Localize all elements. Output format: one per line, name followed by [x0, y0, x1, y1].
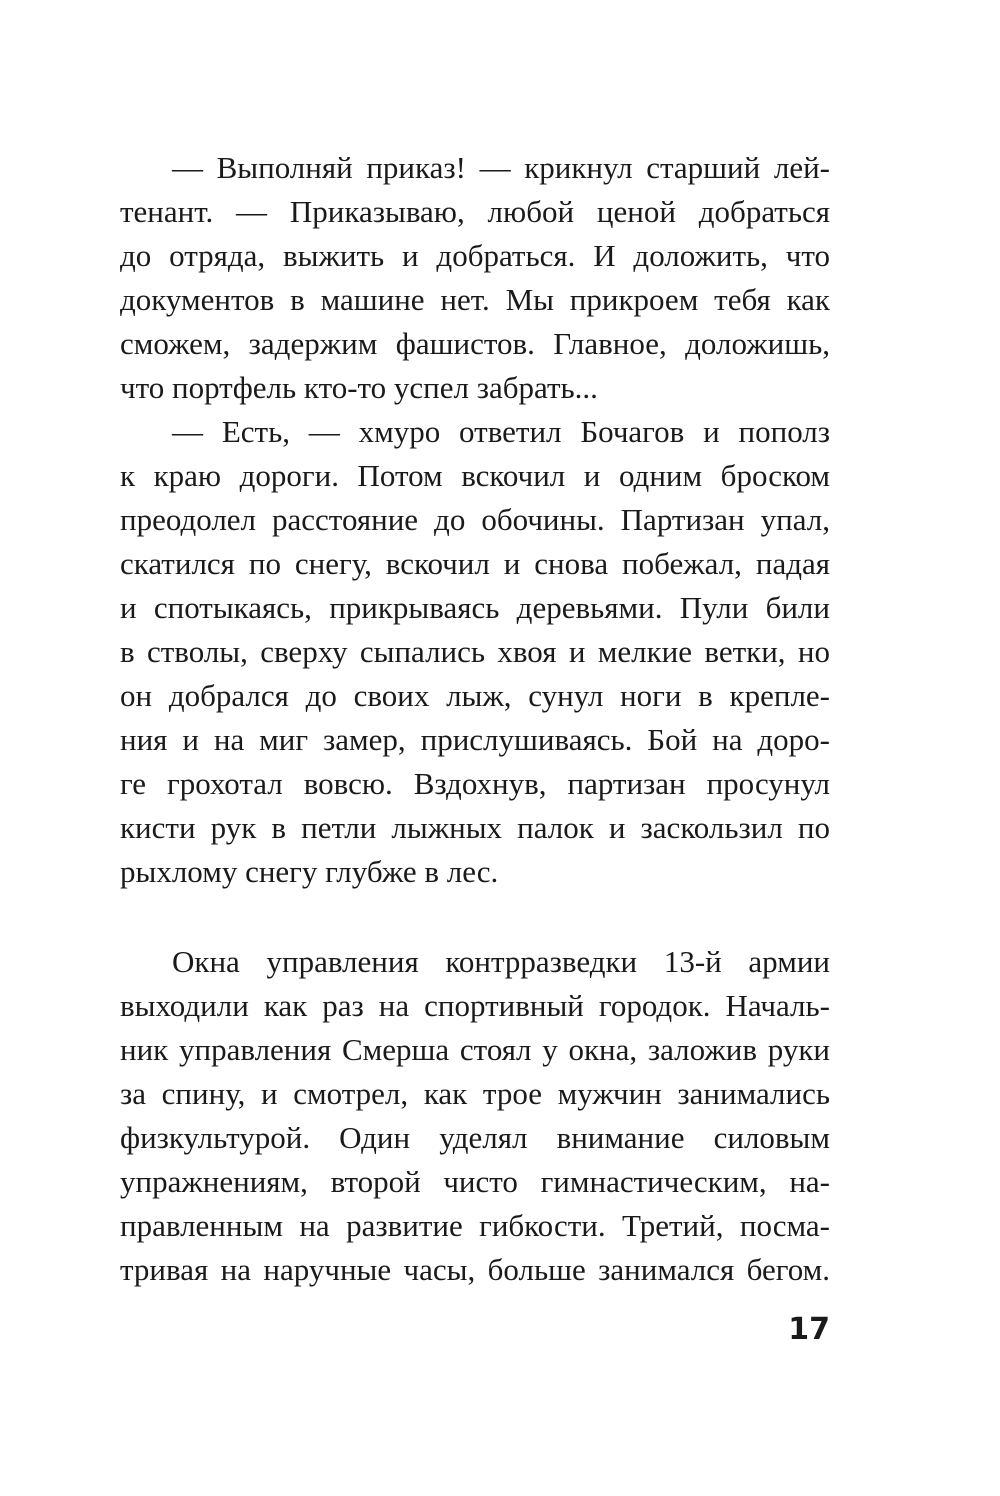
text-line: выходили как раз на спортивный городок. Началь- [120, 988, 830, 1023]
text-section-1 [120, 146, 830, 894]
text-line: до отряда, выжить и добраться. И доложить, что [120, 238, 830, 273]
text-line: ния и на миг замер, прислушиваясь. Бой на доро- [120, 722, 830, 757]
text-line: ге грохотал вовсю. Вздохнув, партизан просунул [120, 766, 830, 801]
text-line: — Выполняй приказ! — крикнул старший лей- [172, 150, 830, 185]
text-line: — Есть, — хмуро ответил Бочагов и пополз [172, 414, 830, 449]
text-line: тривая на наручные часы, больше занимался бегом. [120, 1252, 830, 1287]
text-line: в стволы, сверху сыпались хвоя и мелкие ветки, но [120, 634, 830, 669]
text-line: что портфель кто-то успел забрать... [120, 370, 598, 405]
text-line: физкультурой. Один уделял внимание силовым [120, 1120, 830, 1155]
text-line: рыхлому снегу глубже в лес. [120, 854, 499, 889]
text-line: ник управления Смерша стоял у окна, заложив руки [120, 1032, 830, 1067]
text-section-2 [120, 940, 830, 1292]
page-number: 17 [788, 1312, 830, 1347]
text-line: к краю дороги. Потом вскочил и одним броском [120, 458, 830, 493]
text-line: тенант. — Приказываю, любой ценой добраться [120, 194, 830, 229]
text-line: документов в машине нет. Мы прикроем тебя как [120, 282, 830, 317]
text-line: преодолел расстояние до обочины. Партизан упал, [120, 502, 830, 537]
text-line: упражнениям, второй чисто гимнастическим, на- [120, 1164, 830, 1199]
text-line: скатился по снегу, вскочил и снова побежал, падая [120, 546, 830, 581]
text-line: и спотыкаясь, прикрываясь деревьями. Пули били [120, 590, 830, 625]
text-line: сможем, задержим фашистов. Главное, доложишь, [120, 326, 830, 361]
text-line: за спину, и смотрел, как трое мужчин занимались [120, 1076, 830, 1111]
text-line: кисти рук в петли лыжных палок и заскользил по [120, 810, 830, 845]
text-line: Окна управления контрразведки 13-й армии [172, 944, 830, 979]
text-line: он добрался до своих лыж, сунул ноги в крепле- [120, 678, 830, 713]
text-line: правленным на развитие гибкости. Третий, посма- [120, 1208, 830, 1243]
